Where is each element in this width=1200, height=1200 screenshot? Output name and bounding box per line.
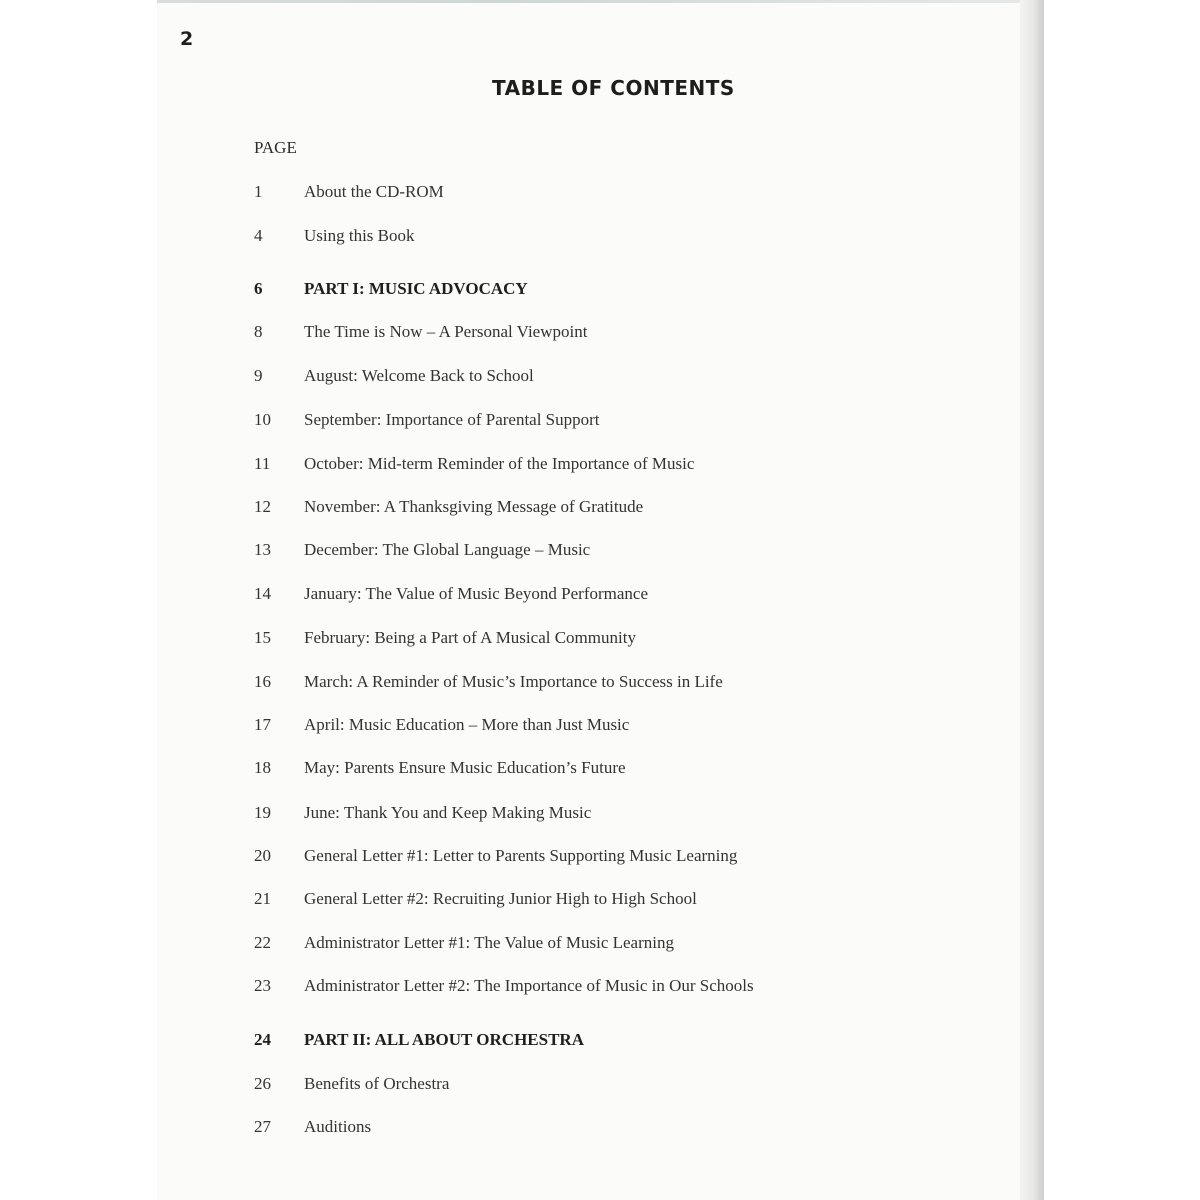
toc-entry-title: Auditions	[304, 1117, 372, 1136]
toc-entry	[0, 540, 1200, 564]
toc-entry-title: February: Being a Part of A Musical Community	[304, 628, 636, 647]
toc-entry-page: 17	[254, 715, 271, 734]
toc-entry-page: 4	[254, 226, 263, 245]
toc-entry-title: November: A Thanksgiving Message of Gratitude	[304, 497, 644, 516]
toc-entry-title: May: Parents Ensure Music Education’s Future	[304, 758, 626, 777]
toc-entry-title: Benefits of Orchestra	[304, 1074, 450, 1093]
toc-entry-page: 27	[254, 1117, 271, 1136]
toc-entry-page: 10	[254, 410, 271, 429]
toc-entry-page: 8	[254, 322, 263, 341]
toc-entry-title: About the CD-ROM	[304, 182, 444, 201]
toc-entry-page: 9	[254, 366, 263, 385]
toc-entry-page: 24	[254, 1030, 271, 1049]
toc-part-heading	[0, 1030, 1200, 1054]
toc-entry	[0, 628, 1200, 652]
toc-entry	[0, 933, 1200, 957]
toc-entry-page: 21	[254, 889, 271, 908]
toc-entry-title: General Letter #2: Recruiting Junior High to High School	[304, 889, 697, 908]
toc-entry-title: March: A Reminder of Music’s Importance to Success in Life	[304, 672, 723, 691]
toc-entry	[0, 366, 1200, 390]
toc-entry-page: 11	[254, 454, 271, 473]
toc-entry-title: PART II: ALL ABOUT ORCHESTRA	[304, 1030, 584, 1049]
toc-entry-title: August: Welcome Back to School	[304, 366, 534, 385]
toc-entry	[0, 976, 1200, 1000]
top-edge-rule	[157, 0, 1025, 3]
toc-part-heading	[0, 279, 1200, 303]
toc-entry	[0, 758, 1200, 782]
toc-entry-title: October: Mid-term Reminder of the Importance of Music	[304, 454, 695, 473]
toc-entry-title: September: Importance of Parental Support	[304, 410, 600, 429]
toc-entry	[0, 846, 1200, 870]
toc-entry	[0, 584, 1200, 608]
toc-title: TABLE OF CONTENTS	[492, 76, 735, 100]
toc-entry-title: April: Music Education – More than Just Music	[304, 715, 630, 734]
toc-entry	[0, 497, 1200, 521]
toc-entry	[0, 803, 1200, 827]
toc-entry	[0, 715, 1200, 739]
toc-entry	[0, 410, 1200, 434]
page-column-label: PAGE	[254, 138, 297, 157]
toc-entry	[0, 1074, 1200, 1098]
toc-entry-title: General Letter #1: Letter to Parents Supporting Music Learning	[304, 846, 738, 865]
toc-entry-title: June: Thank You and Keep Making Music	[304, 803, 592, 822]
toc-entry-page: 13	[254, 540, 271, 559]
toc-entry-page: 15	[254, 628, 271, 647]
page-number: 2	[180, 28, 194, 50]
toc-entry-title: The Time is Now – A Personal Viewpoint	[304, 322, 588, 341]
toc-entry-page: 18	[254, 758, 271, 777]
toc-entry-page: 23	[254, 976, 271, 995]
toc-entry	[0, 182, 1200, 206]
toc-entry-page: 6	[254, 279, 263, 298]
toc-entry-page: 19	[254, 803, 271, 822]
toc-entry-title: Using this Book	[304, 226, 415, 245]
toc-entry	[0, 454, 1200, 478]
toc-entry-title: December: The Global Language – Music	[304, 540, 591, 559]
toc-entry-page: 22	[254, 933, 271, 952]
toc-entry-page: 1	[254, 182, 263, 201]
toc-entry-title: PART I: MUSIC ADVOCACY	[304, 279, 528, 298]
toc-entry	[0, 672, 1200, 696]
toc-entry	[0, 889, 1200, 913]
toc-entry	[0, 322, 1200, 346]
toc-entry-page: 16	[254, 672, 271, 691]
toc-entry-title: Administrator Letter #1: The Value of Music Learning	[304, 933, 674, 952]
toc-entry-page: 14	[254, 584, 271, 603]
toc-entry-page: 26	[254, 1074, 271, 1093]
toc-entry	[0, 226, 1200, 250]
toc-entry-title: Administrator Letter #2: The Importance of Music in Our Schools	[304, 976, 754, 995]
toc-entry	[0, 1117, 1200, 1141]
toc-entry-page: 12	[254, 497, 271, 516]
toc-entry-title: January: The Value of Music Beyond Performance	[304, 584, 649, 603]
toc-entry-page: 20	[254, 846, 271, 865]
